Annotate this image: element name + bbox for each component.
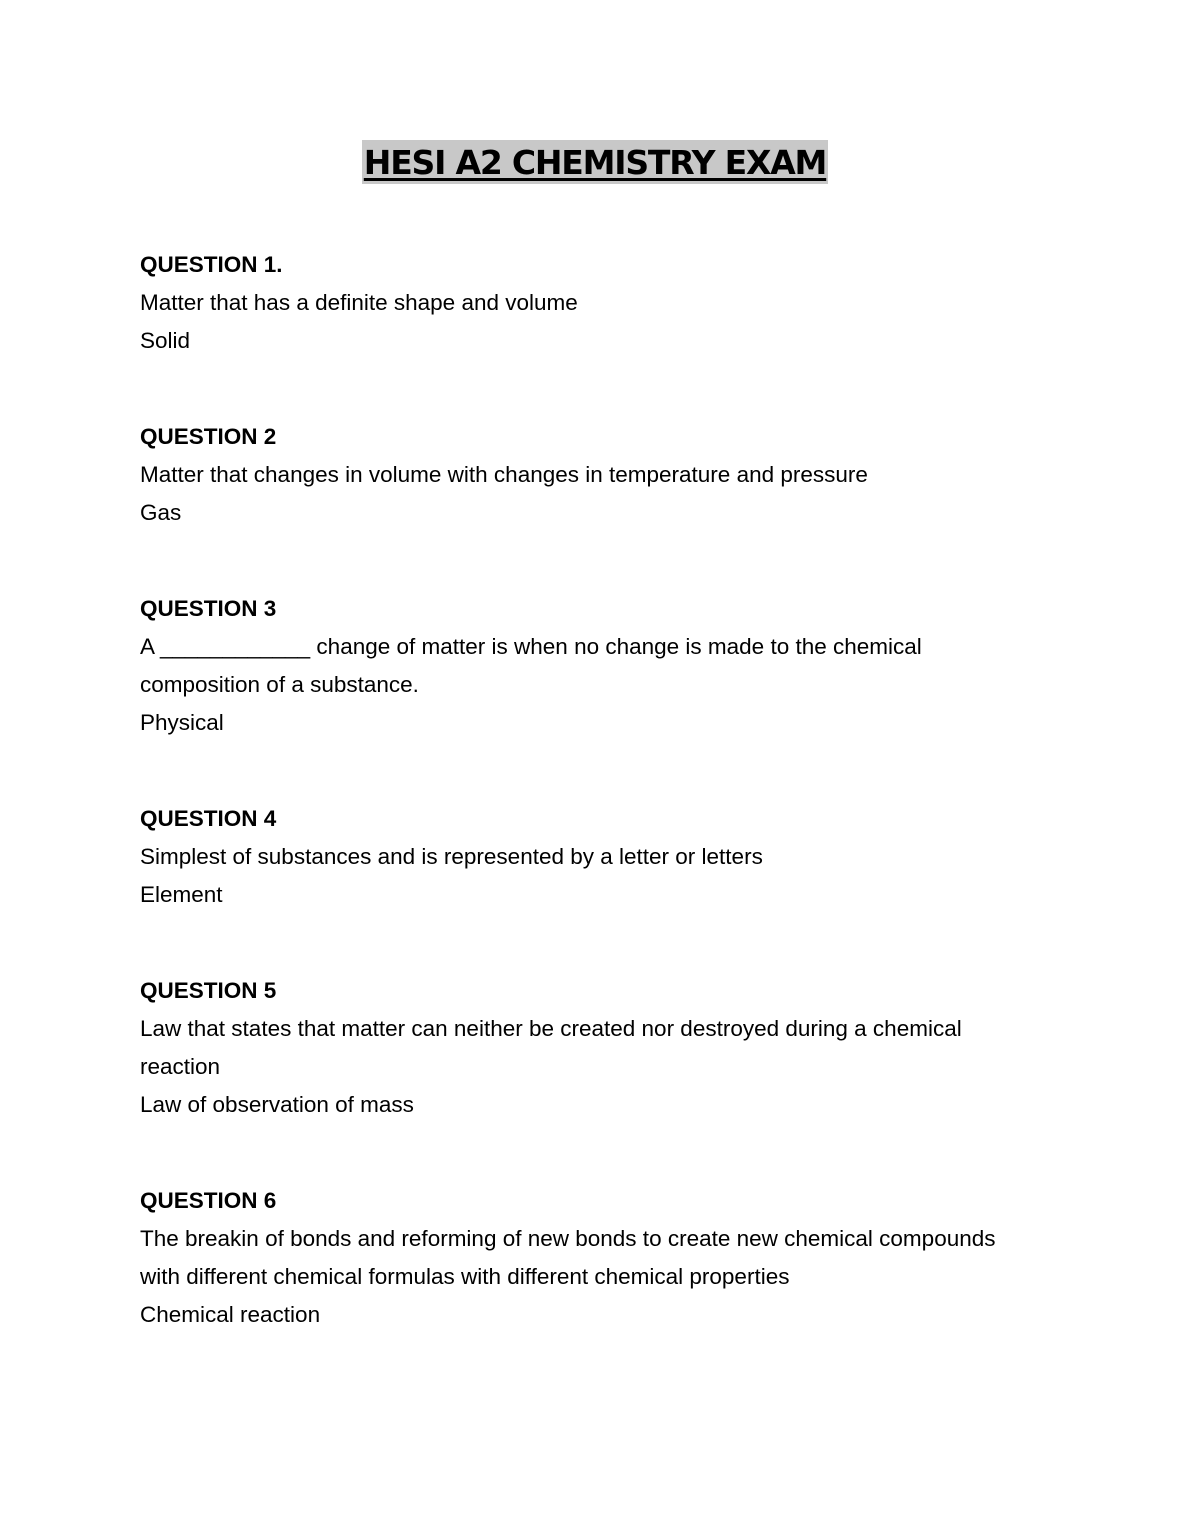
question-item: [140, 972, 1040, 1124]
title-container: [0, 140, 1190, 184]
question-text: Simplest of substances and is represented by a letter or letters: [140, 844, 763, 869]
question-text: Matter that has a definite shape and volume: [140, 290, 578, 315]
page-title: HESI A2 CHEMISTRY EXAM: [362, 140, 828, 184]
question-text: Matter that changes in volume with changes in temperature and pressure: [140, 462, 868, 487]
question-item: [140, 1182, 1040, 1334]
question-text: Law that states that matter can neither be created nor destroyed during a chemical reaction: [140, 1016, 962, 1079]
question-answer: Element: [140, 882, 223, 907]
question-text: The breakin of bonds and reforming of new bonds to create new chemical compounds with different chemical formulas with different chemical properties: [140, 1226, 996, 1289]
question-item: [140, 590, 1040, 742]
question-answer: Chemical reaction: [140, 1302, 321, 1327]
question-heading: QUESTION 1.: [140, 252, 283, 277]
question-text: A ____________ change of matter is when no change is made to the chemical composition of a substance.: [140, 634, 922, 697]
question-heading: QUESTION 2: [140, 424, 277, 449]
question-answer: Law of observation of mass: [140, 1092, 414, 1117]
question-heading: QUESTION 5: [140, 978, 277, 1003]
question-item: [140, 246, 1040, 360]
question-item: [140, 800, 1040, 914]
question-list: [140, 246, 1040, 1334]
question-answer: Physical: [140, 710, 224, 735]
question-heading: QUESTION 6: [140, 1188, 277, 1213]
question-heading: QUESTION 3: [140, 596, 277, 621]
question-answer: Solid: [140, 328, 191, 353]
question-heading: QUESTION 4: [140, 806, 277, 831]
question-item: [140, 418, 1040, 532]
question-answer: Gas: [140, 500, 182, 525]
